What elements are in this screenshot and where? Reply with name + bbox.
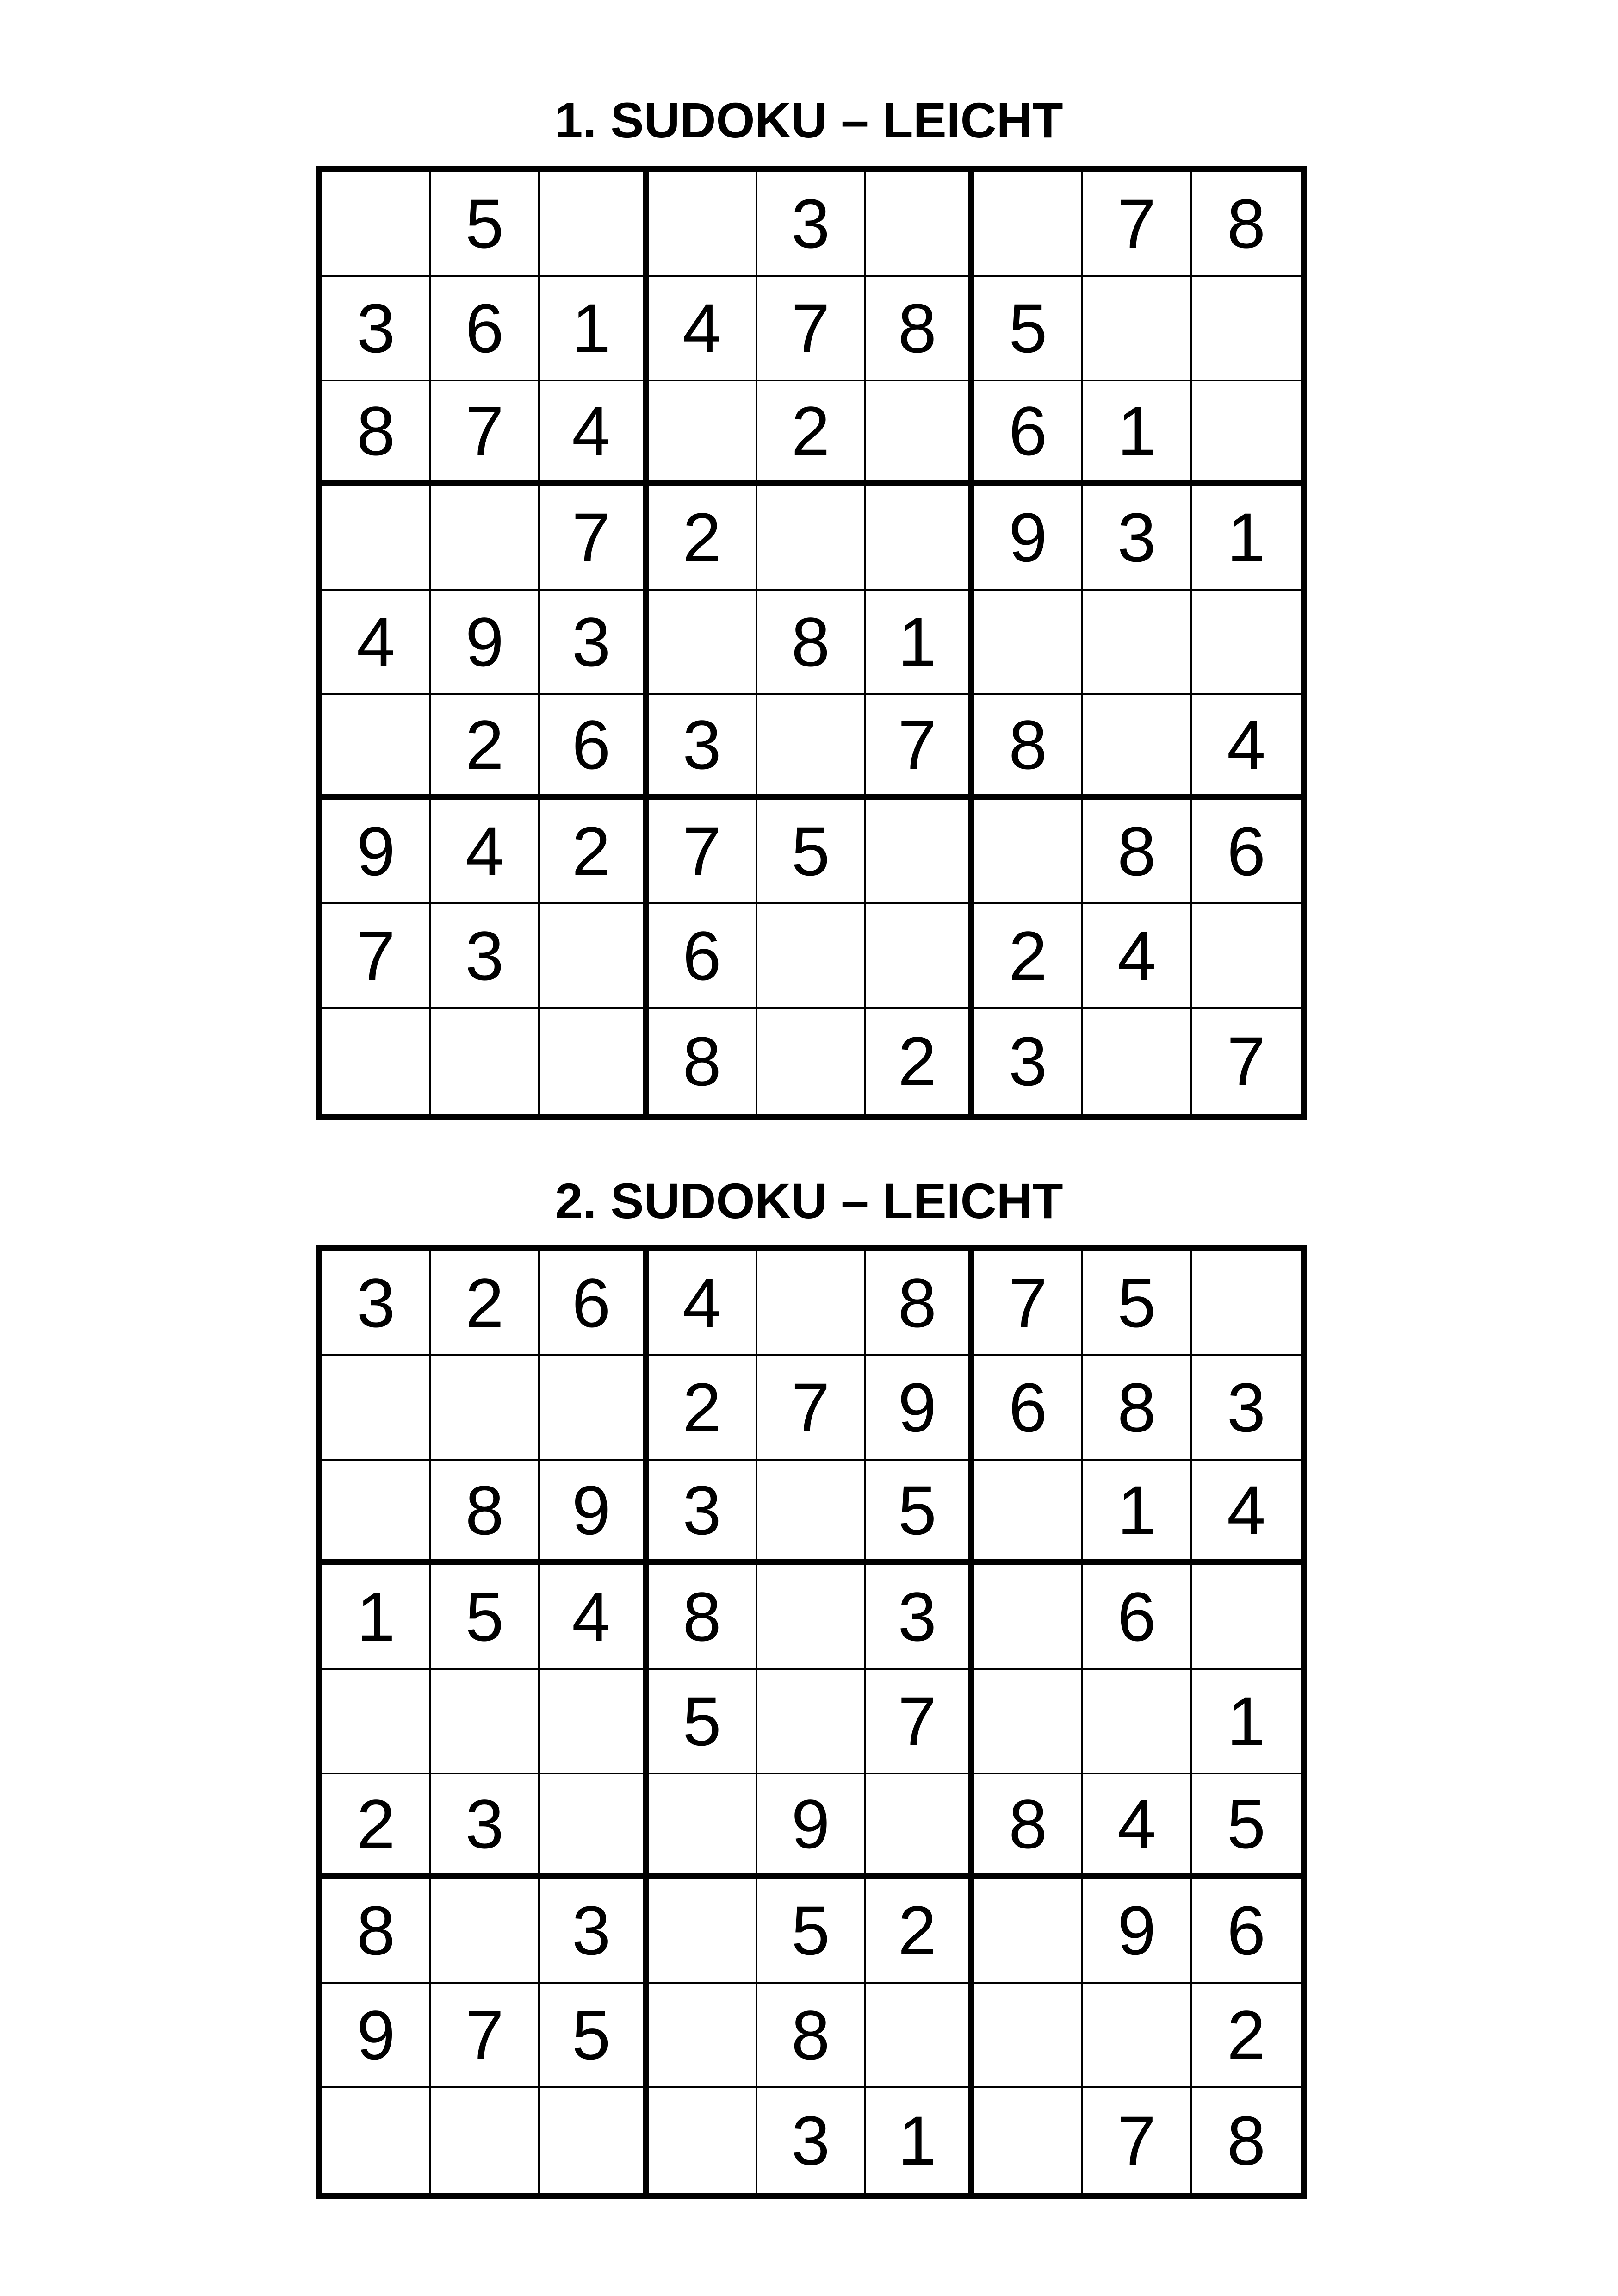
sudoku-grid-1 [316,166,1307,1120]
sudoku-cell[interactable] [1192,1565,1301,1670]
sudoku-cell[interactable] [540,1009,649,1114]
sudoku-cell[interactable]: 2 [322,1774,431,1879]
sudoku-cell[interactable] [866,800,974,904]
sudoku-cell[interactable]: 6 [540,1251,649,1356]
sudoku-cell[interactable]: 4 [540,381,649,486]
sudoku-cell[interactable] [431,2088,540,2193]
sudoku-cell[interactable]: 6 [1192,1879,1301,1984]
sudoku-cell[interactable]: 5 [1192,1774,1301,1879]
sudoku-cell[interactable]: 3 [974,1009,1083,1114]
sudoku-cell[interactable]: 5 [540,1984,649,2088]
sudoku-cell[interactable]: 5 [866,1461,974,1565]
sudoku-cell[interactable] [1083,277,1192,381]
sudoku-cell[interactable] [322,1670,431,1774]
sudoku-cell[interactable] [649,1879,757,1984]
sudoku-cell[interactable]: 6 [649,904,757,1009]
sudoku-cell[interactable] [1083,591,1192,695]
sudoku-cell[interactable]: 9 [866,1356,974,1461]
sudoku-cell[interactable]: 8 [757,591,866,695]
sudoku-cell[interactable] [974,1984,1083,2088]
sudoku-cell[interactable] [1192,591,1301,695]
sudoku-cell[interactable]: 9 [431,591,540,695]
sudoku-cell[interactable]: 2 [757,381,866,486]
sudoku-cell[interactable] [974,800,1083,904]
sudoku-cell[interactable] [322,1009,431,1114]
sudoku-cell[interactable]: 8 [649,1565,757,1670]
sudoku-cell[interactable]: 6 [974,1356,1083,1461]
sudoku-cell[interactable]: 1 [1083,381,1192,486]
sudoku-cell[interactable] [540,904,649,1009]
sudoku-cell[interactable]: 6 [431,277,540,381]
sudoku-cell[interactable]: 8 [757,1984,866,2088]
sudoku-cell[interactable]: 3 [431,904,540,1009]
sudoku-cell[interactable]: 7 [431,1984,540,2088]
sudoku-cell[interactable]: 8 [322,1879,431,1984]
sudoku-cell[interactable]: 9 [322,800,431,904]
sudoku-cell[interactable]: 5 [431,1565,540,1670]
sudoku-cell[interactable]: 2 [540,800,649,904]
sudoku-cell[interactable]: 4 [1192,1461,1301,1565]
sudoku-cell[interactable] [431,1670,540,1774]
sudoku-cell[interactable]: 5 [757,1879,866,1984]
sudoku-cell[interactable]: 3 [649,695,757,800]
sudoku-cell[interactable] [866,1984,974,2088]
sudoku-cell[interactable] [866,1774,974,1879]
sudoku-cell[interactable] [1083,695,1192,800]
sudoku-cell[interactable]: 6 [540,695,649,800]
sudoku-cell[interactable] [757,1670,866,1774]
sudoku-cell[interactable]: 7 [540,486,649,591]
sudoku-cell[interactable]: 7 [1083,172,1192,277]
sudoku-cell[interactable] [757,486,866,591]
sudoku-cell[interactable] [974,1461,1083,1565]
sudoku-cell[interactable]: 3 [540,591,649,695]
sudoku-cell[interactable] [540,1356,649,1461]
sudoku-cell[interactable]: 5 [757,800,866,904]
sudoku-cell[interactable]: 3 [866,1565,974,1670]
sudoku-cell[interactable]: 7 [866,1670,974,1774]
sudoku-cell[interactable] [1083,1670,1192,1774]
sudoku-cell[interactable]: 8 [866,1251,974,1356]
sudoku-cell[interactable] [757,904,866,1009]
sudoku-cell[interactable]: 1 [1083,1461,1192,1565]
sudoku-cell[interactable]: 2 [866,1879,974,1984]
sudoku-cell[interactable] [431,1879,540,1984]
sudoku-cell[interactable] [1192,1251,1301,1356]
puzzle-1-title: 1. SUDOKU – LEICHT [555,92,1063,148]
sudoku-cell[interactable] [866,381,974,486]
sudoku-cell[interactable]: 2 [1192,1984,1301,2088]
sudoku-cell[interactable]: 4 [431,800,540,904]
sudoku-cell[interactable] [757,1251,866,1356]
sudoku-cell[interactable]: 4 [1192,695,1301,800]
sudoku-cell[interactable] [540,1774,649,1879]
sudoku-cell[interactable]: 8 [1227,2102,1266,2179]
sudoku-cell[interactable]: 7 [974,1251,1083,1356]
sudoku-cell[interactable] [322,1356,431,1461]
sudoku-cell[interactable] [540,1670,649,1774]
sudoku-cell[interactable]: 6 [1192,800,1301,904]
sudoku-cell[interactable]: 6 [974,381,1083,486]
sudoku-cell[interactable]: 4 [1083,904,1192,1009]
sudoku-cell[interactable] [649,1774,757,1879]
sudoku-cell[interactable]: 7 [1083,2088,1192,2193]
sudoku-cell[interactable] [757,1009,866,1114]
sudoku-cell[interactable] [322,172,431,277]
sudoku-cell[interactable]: 8 [322,381,431,486]
sudoku-cell[interactable] [431,1356,540,1461]
sudoku-cell[interactable]: 8 [431,1461,540,1565]
sudoku-cell[interactable]: 2 [866,1009,974,1114]
sudoku-cell[interactable] [649,2088,757,2193]
sudoku-cell[interactable]: 4 [1083,1774,1192,1879]
sudoku-cell[interactable]: 5 [974,277,1083,381]
sudoku-cell[interactable] [431,486,540,591]
sudoku-cell[interactable]: 3 [757,2088,866,2193]
sudoku-cell[interactable]: 7 [866,695,974,800]
sudoku-cell[interactable]: 9 [322,1984,431,2088]
sudoku-cell[interactable]: 7 [649,800,757,904]
sudoku-cell[interactable]: 4 [322,591,431,695]
sudoku-cell[interactable]: 4 [649,1251,757,1356]
sudoku-cell[interactable] [974,591,1083,695]
sudoku-cell[interactable] [866,904,974,1009]
sudoku-cell[interactable]: 2 [974,904,1083,1009]
sudoku-cell[interactable]: 9 [974,486,1083,591]
sudoku-cell[interactable] [322,486,431,591]
sudoku-cell[interactable] [866,172,974,277]
sudoku-cell[interactable]: 1 [322,1565,431,1670]
sudoku-cell[interactable]: 3 [1192,1356,1301,1461]
sudoku-cell[interactable] [1083,1009,1192,1114]
sudoku-cell[interactable] [1083,1984,1192,2088]
sudoku-cell[interactable] [1192,904,1301,1009]
puzzle-2-title: 2. SUDOKU – LEICHT [555,1173,1063,1229]
sudoku-cell[interactable]: 9 [1083,1879,1192,1984]
sudoku-cell[interactable] [1192,381,1301,486]
sudoku-cell[interactable] [974,1565,1083,1670]
sudoku-cell[interactable] [431,1009,540,1114]
sudoku-cell[interactable] [1192,277,1301,381]
sudoku-cell[interactable]: 1 [540,277,649,381]
sudoku-cell[interactable]: 1 [866,2088,974,2193]
sudoku-cell[interactable]: 4 [649,277,757,381]
sudoku-cell[interactable]: 1 [866,591,974,695]
sudoku-cell[interactable]: 2 [431,695,540,800]
sudoku-cell[interactable] [322,2088,431,2193]
sudoku-cell[interactable]: 8 [974,1774,1083,1879]
sudoku-cell[interactable]: 1 [1192,1670,1301,1774]
sudoku-cell[interactable] [866,486,974,591]
sudoku-cell[interactable] [322,695,431,800]
sudoku-cell[interactable]: 3 [757,172,866,277]
sudoku-cell[interactable] [649,381,757,486]
sudoku-cell[interactable]: 7 [322,904,431,1009]
sudoku-cell[interactable]: 2 [649,486,757,591]
sudoku-cell[interactable]: 6 [1083,1565,1192,1670]
sudoku-cell[interactable]: 3 [322,277,431,381]
sudoku-cell[interactable]: 3 [649,1461,757,1565]
sudoku-cell[interactable]: 9 [540,1461,649,1565]
sudoku-cell[interactable]: 3 [322,1251,431,1356]
sudoku-cell[interactable]: 4 [540,1565,649,1670]
sudoku-cell[interactable] [974,1670,1083,1774]
sudoku-cell[interactable] [540,172,649,277]
sudoku-cell[interactable] [757,1461,866,1565]
sudoku-cell[interactable] [974,1879,1083,1984]
sudoku-cell[interactable]: 7 [1227,1022,1266,1100]
sudoku-cell[interactable]: 3 [540,1879,649,1984]
sudoku-cell[interactable] [322,1461,431,1565]
sudoku-cell[interactable]: 3 [431,1774,540,1879]
sudoku-cell[interactable]: 5 [1083,1251,1192,1356]
sudoku-cell[interactable]: 8 [866,277,974,381]
sudoku-cell[interactable] [974,2088,1083,2193]
sudoku-cell[interactable] [649,172,757,277]
sudoku-cell[interactable]: 7 [757,1356,866,1461]
sudoku-cell[interactable]: 8 [1083,1356,1192,1461]
sudoku-cell[interactable] [649,1984,757,2088]
sudoku-cell[interactable]: 2 [431,1251,540,1356]
sudoku-cell[interactable]: 1 [1192,486,1301,591]
sudoku-cell[interactable]: 3 [1083,486,1192,591]
sudoku-cell[interactable] [974,172,1083,277]
sudoku-cell[interactable]: 5 [431,172,540,277]
sudoku-cell[interactable]: 9 [757,1774,866,1879]
sudoku-cell[interactable]: 7 [757,277,866,381]
sudoku-cell[interactable]: 2 [649,1356,757,1461]
sudoku-cell[interactable] [540,2088,649,2193]
sudoku-cell[interactable]: 5 [649,1670,757,1774]
sudoku-cell[interactable]: 8 [649,1009,757,1114]
sudoku-cell[interactable]: 7 [431,381,540,486]
sudoku-grid-2 [316,1245,1307,2199]
sudoku-cell[interactable] [757,1565,866,1670]
sudoku-cell[interactable]: 8 [1083,800,1192,904]
sudoku-cell[interactable]: 8 [1192,172,1301,277]
sudoku-cell[interactable] [757,695,866,800]
sudoku-cell[interactable]: 8 [974,695,1083,800]
sudoku-cell[interactable] [649,591,757,695]
